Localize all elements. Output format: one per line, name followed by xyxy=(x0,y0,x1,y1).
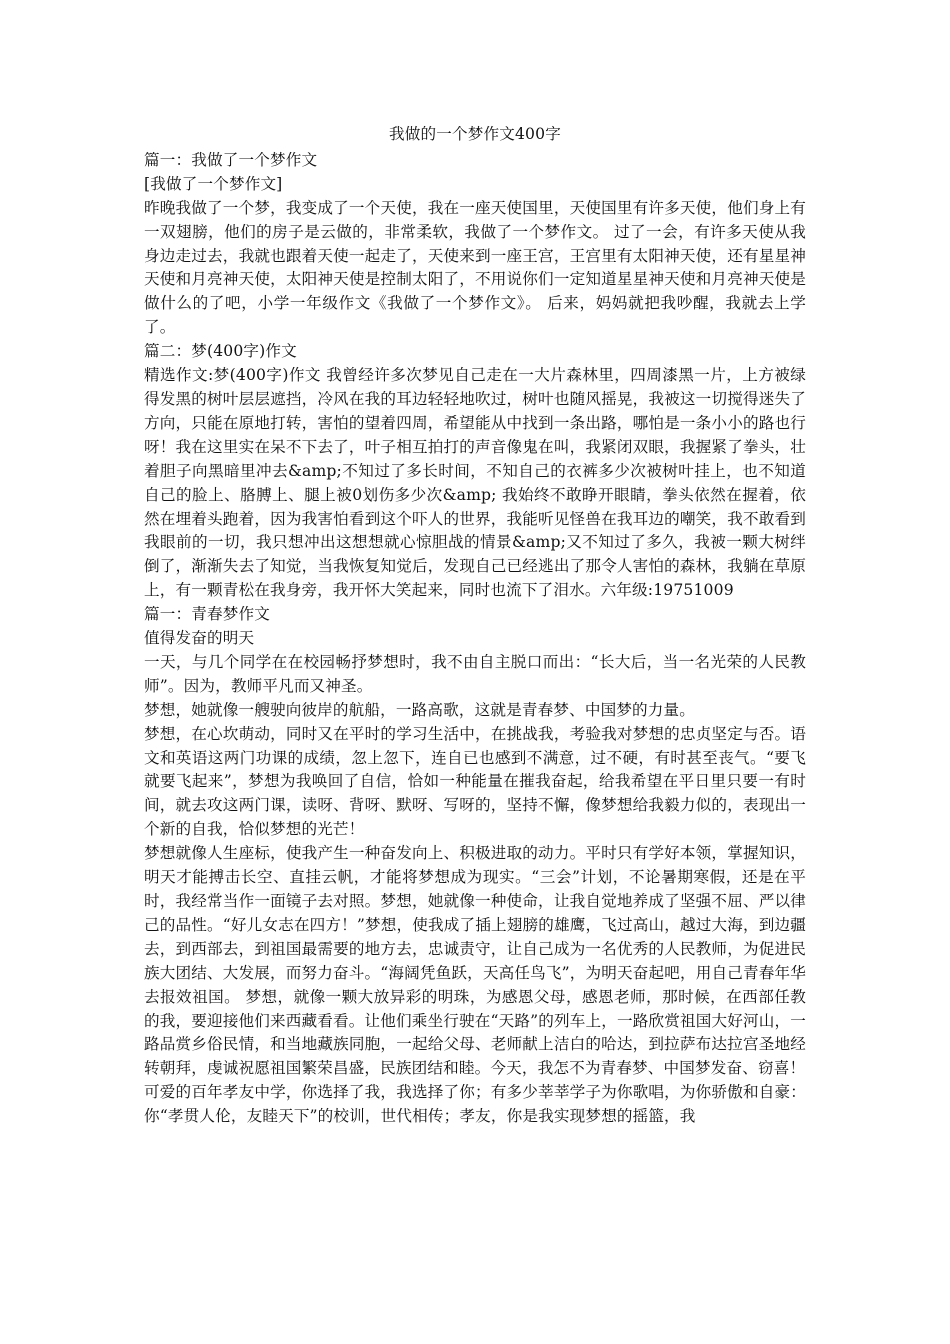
section-heading-2: 篇二：梦(400字)作文 xyxy=(144,342,297,361)
body-paragraph: 昨晚我做了一个梦，我变成了一个天使，我在一座天使国里，天使国里有许多天使，他们身上有一双翅膀，他们的房子是云做的，非常柔软，我做了一个梦作文。 过了一会，有许多天使从我身边走过去，我就也跟着天使一起走了，天使来到一座王宫，王宫里有太阳神天使，还有星星神天使和月亮神天使，太阳神天使是控制太阳了，不用说你们一定知道星星神天使和月亮神天使是做什么的了吧，小学一年级作文《我做了一个梦作文》。 后来，妈妈就把我吵醒，我就去上学了。 xyxy=(144,198,806,337)
body-paragraph: 梦想就像人生座标，使我产生一种奋发向上、积极进取的动力。平时只有学好本领，掌握知识，明天才能搏击长空、直挂云帆，才能将梦想成为现实。“三会”计划，不论暑期寒假，还是在平时，我经常当作一面镜子去对照。梦想，她就像一种使命，让我自觉地养成了坚强不屈、严以律己的品性。“好儿女志在四方！”梦想，使我成了插上翅膀的雄鹰，飞过高山，越过大海，到边疆去，到西部去，到祖国最需要的地方去，忠诚责守，让自己成为一名优秀的人民教师，为促进民族大团结、大发展，而努力奋斗。“海阔凭鱼跃，天高任鸟飞”，为明天奋起吧，用自己青春年华去报效祖国。 梦想，就像一颗大放异彩的明珠，为感恩父母，感恩老师，那时候，在西部任教的我，要迎接他们来西藏看看。让他们乘坐行驶在“天路”的列车上，一路欣赏祖国大好河山，一路品赏乡俗民情，和当地藏族同胞，一起给父母、老师献上洁白的哈达，到拉萨布达拉宫圣地经转朝拜，虔诚祝愿祖国繁荣昌盛，民族团结和睦。今天，我怎不为青春梦、中国梦发奋、窃喜！ xyxy=(144,844,806,1078)
document-page xyxy=(144,123,806,1129)
section-heading-1: 篇一：我做了一个梦作文 xyxy=(144,150,318,169)
body-paragraph: 梦想，在心坎萌动，同时又在平时的学习生活中，在挑战我，考验我对梦想的忠贞坚定与否。语文和英语这两门功课的成绩，忽上忽下，连自已也感到不满意，过不硬，有时甚至丧气。“要飞就要飞起来”，梦想为我唤回了自信，恰如一种能量在摧我奋起，给我希望在平日里只要一有时间，就去攻这两门课，读呀、背呀、默呀、写呀的，坚持不懈，像梦想给我毅力似的，表现出一个新的自我，恰似梦想的光芒！ xyxy=(144,724,806,839)
subtitle-1: [我做了一个梦作文] xyxy=(144,174,283,193)
body-paragraph: 可爱的百年孝友中学，你选择了我，我选择了你；有多少莘莘学子为你歌唱，为你骄傲和自豪：你“孝贯人伦，友睦天下”的校训，世代相传；孝友，你是我实现梦想的摇篮，我 xyxy=(144,1083,806,1126)
body-paragraph: 精选作文:梦(400字)作文 我曾经许多次梦见自己走在一大片森林里，四周漆黑一片，上方被绿得发黑的树叶层层遮挡，冷风在我的耳边轻轻地吹过，树叶也随风摇晃，我被这一切搅得迷失了方向，只能在原地打转，害怕的望着四周，希望能从中找到一条出路，哪怕是一条小小的路也行呀！我在这里实在呆不下去了，叶子相互拍打的声音像鬼在叫，我紧闭双眼，我握紧了拳头，壮着胆子向黑暗里冲去&amp;不知过了多长时间，不知自己的衣裤多少次被树叶挂上，也不知道自己的脸上、胳膊上、腿上被0划伤多少次&amp; 我始终不敢睁开眼睛，拳头依然在握着，依然在埋着头跑着，因为我害怕看到这个吓人的世界，我能听见怪兽在我耳边的嘲笑，我不敢看到我眼前的一切，我只想冲出这想想就心惊胆战的情景&amp;又不知过了多久，我被一颗大树绊倒了，渐渐失去了知觉，当我恢复知觉后，发现自己已经逃出了那令人害怕的森林，我躺在草原上，有一颗青松在我身旁，我开怀大笑起来，同时也流下了泪水。六年级:19751009 xyxy=(144,366,806,600)
subtitle-3: 值得发奋的明天 xyxy=(144,629,255,648)
body-paragraph: 梦想，她就像一艘驶向彼岸的航船，一路高歌，这就是青春梦、中国梦的力量。 xyxy=(144,700,696,719)
document-title: 我做的一个梦作文400字 xyxy=(389,125,561,143)
section-heading-3: 篇一：青春梦作文 xyxy=(144,605,270,624)
body-paragraph: 一天，与几个同学在在校园畅抒梦想时，我不由自主脱口而出：“长大后，当一名光荣的人民教师”。因为，教师平凡而又神圣。 xyxy=(144,652,806,695)
